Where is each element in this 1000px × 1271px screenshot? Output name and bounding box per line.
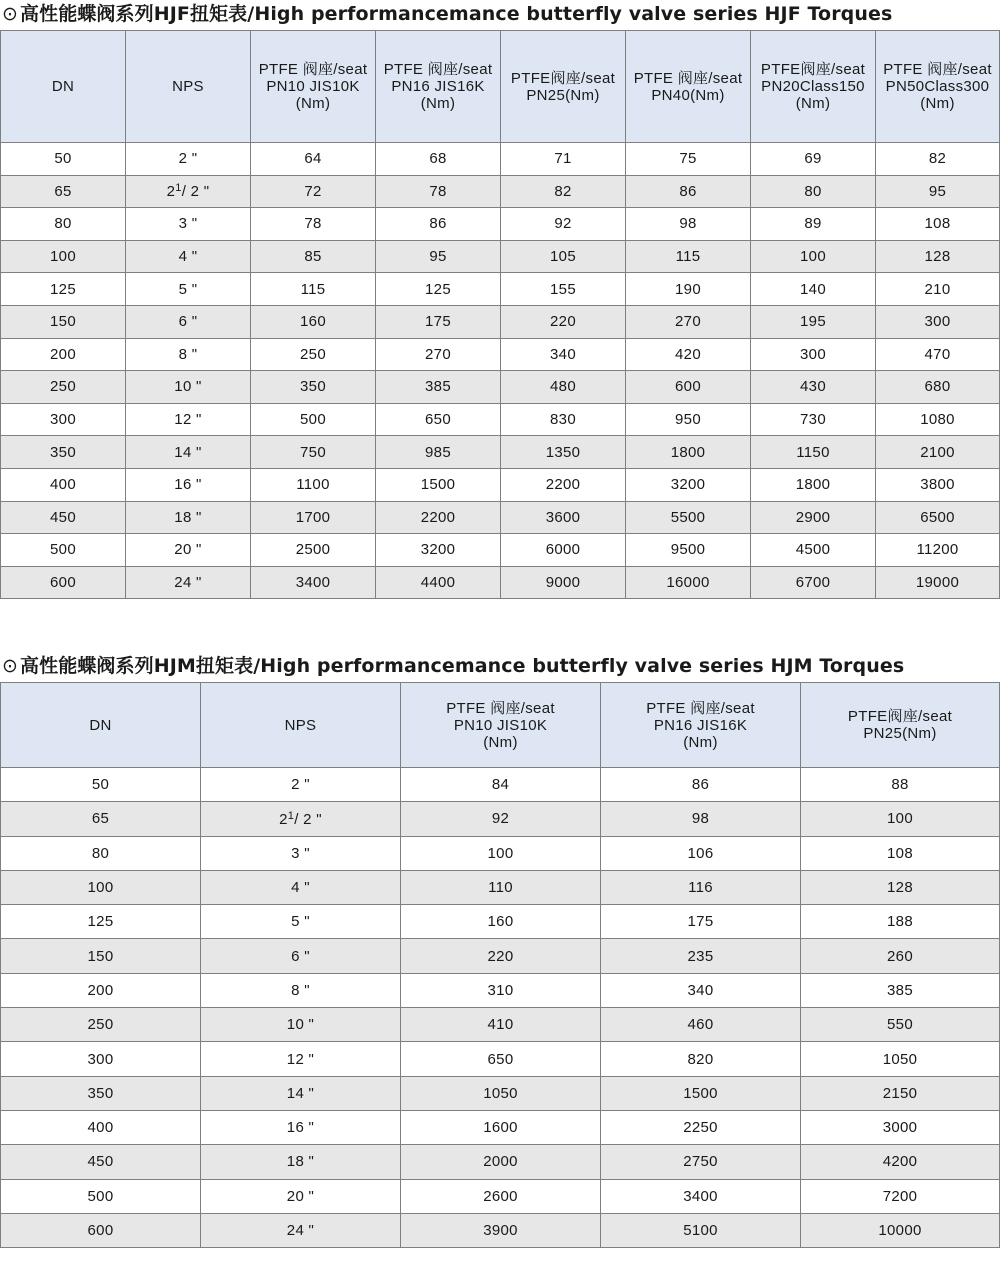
torque-value-cell: 78 (251, 208, 376, 241)
torque-value-cell: 985 (376, 436, 501, 469)
table-row (1, 802, 1000, 836)
torque-value-cell: 3000 (801, 1110, 1000, 1144)
header-line: DN (89, 716, 112, 734)
torque-value-cell: 1800 (626, 436, 751, 469)
torque-value-cell: 500 (251, 403, 376, 436)
torque-value-cell: 2250 (601, 1110, 801, 1144)
torque-value-cell: 175 (601, 905, 801, 939)
column-header (1, 683, 201, 768)
hjm-section (0, 652, 1000, 1248)
header-line: PN50Class300 (885, 78, 990, 95)
torque-value-cell: 3400 (601, 1179, 801, 1213)
torque-value-cell: 160 (401, 905, 601, 939)
dn-cell: 150 (1, 939, 201, 973)
nps-numerator: 1 (175, 182, 182, 195)
torque-value-cell: 235 (601, 939, 801, 973)
table-row (1, 870, 1000, 904)
dn-cell: 300 (1, 403, 126, 436)
dn-cell: 600 (1, 566, 126, 599)
table-row (1, 905, 1000, 939)
nps-cell: 16 " (126, 468, 251, 501)
torque-value-cell: 84 (401, 768, 601, 802)
nps-cell: 12 " (126, 403, 251, 436)
header-line: DN (51, 78, 75, 95)
nps-cell: 5 " (201, 905, 401, 939)
torque-value-cell: 950 (626, 403, 751, 436)
dn-cell: 100 (1, 240, 126, 273)
torque-value-cell: 86 (601, 768, 801, 802)
torque-value-cell: 1350 (501, 436, 626, 469)
torque-value-cell: 250 (251, 338, 376, 371)
dn-cell: 350 (1, 1076, 201, 1110)
torque-value-cell: 420 (626, 338, 751, 371)
dn-cell: 250 (1, 1008, 201, 1042)
torque-value-cell: 430 (751, 371, 876, 404)
torque-value-cell: 9500 (626, 534, 751, 567)
torque-value-cell: 4500 (751, 534, 876, 567)
torque-value-cell: 92 (501, 208, 626, 241)
table-row (1, 175, 1000, 208)
table-row (1, 1145, 1000, 1179)
hjm-title (0, 652, 1000, 682)
torque-value-cell: 385 (376, 371, 501, 404)
header-line: PN20Class150 (761, 78, 865, 95)
nps-cell: 2 " (201, 768, 401, 802)
torque-value-cell: 470 (876, 338, 1000, 371)
hjf-title-text: 高性能蝶阀系列HJF扭矩表/High performancemance butterfly valve series HJF Torques (20, 3, 893, 25)
torque-value-cell: 108 (801, 836, 1000, 870)
torque-value-cell: 300 (751, 338, 876, 371)
column-header (601, 683, 801, 768)
dn-cell: 500 (1, 1179, 201, 1213)
torque-value-cell: 1800 (751, 468, 876, 501)
torque-value-cell: 4200 (801, 1145, 1000, 1179)
column-header (751, 31, 876, 143)
torque-value-cell: 128 (876, 240, 1000, 273)
dn-cell: 600 (1, 1213, 201, 1247)
dn-cell: 450 (1, 501, 126, 534)
hjf-table-body (1, 143, 1000, 599)
nps-cell: 4 " (201, 870, 401, 904)
torque-value-cell: 270 (376, 338, 501, 371)
torque-value-cell: 2900 (751, 501, 876, 534)
torque-value-cell: 19000 (876, 566, 1000, 599)
dn-cell: 80 (1, 208, 126, 241)
torque-value-cell: 89 (751, 208, 876, 241)
table-row (1, 305, 1000, 338)
dn-cell: 80 (1, 836, 201, 870)
torque-value-cell: 1500 (376, 468, 501, 501)
header-line: PTFE 阀座/seat (646, 699, 755, 717)
torque-value-cell: 460 (601, 1008, 801, 1042)
torque-value-cell: 98 (601, 802, 801, 836)
torque-value-cell: 1050 (801, 1042, 1000, 1076)
torque-value-cell: 108 (876, 208, 1000, 241)
torque-value-cell: 3600 (501, 501, 626, 534)
table-row (1, 208, 1000, 241)
hjm-table-body (1, 768, 1000, 1248)
table-row (1, 1042, 1000, 1076)
dn-cell: 65 (1, 175, 126, 208)
dn-cell: 150 (1, 305, 126, 338)
torque-value-cell: 410 (401, 1008, 601, 1042)
circle-dot-icon: ⊙ (2, 655, 19, 677)
nps-cell: 12 " (201, 1042, 401, 1076)
torque-value-cell: 105 (501, 240, 626, 273)
dn-cell: 200 (1, 973, 201, 1007)
table-row (1, 1008, 1000, 1042)
table-row (1, 566, 1000, 599)
torque-value-cell: 2000 (401, 1145, 601, 1179)
torque-value-cell: 188 (801, 905, 1000, 939)
nps-cell: 8 " (126, 338, 251, 371)
column-header (501, 31, 626, 143)
torque-value-cell: 100 (751, 240, 876, 273)
header-line: NPS (172, 78, 204, 95)
hjm-header-row (1, 683, 1000, 768)
torque-value-cell: 116 (601, 870, 801, 904)
header-line: (Nm) (295, 95, 331, 112)
nps-whole: 2 (279, 810, 288, 828)
torque-value-cell: 11200 (876, 534, 1000, 567)
torque-value-cell: 80 (751, 175, 876, 208)
torque-value-cell: 78 (376, 175, 501, 208)
nps-cell: 14 " (126, 436, 251, 469)
torque-value-cell: 1080 (876, 403, 1000, 436)
torque-value-cell: 310 (401, 973, 601, 1007)
column-header (401, 683, 601, 768)
torque-value-cell: 69 (751, 143, 876, 176)
torque-value-cell: 3200 (376, 534, 501, 567)
nps-cell: 3 " (126, 208, 251, 241)
torque-value-cell: 220 (401, 939, 601, 973)
torque-value-cell: 6500 (876, 501, 1000, 534)
header-line: PN25(Nm) (863, 725, 937, 742)
nps-cell: 6 " (126, 305, 251, 338)
torque-value-cell: 300 (876, 305, 1000, 338)
header-line: PTFE 阀座/seat (883, 61, 992, 78)
torque-value-cell: 7200 (801, 1179, 1000, 1213)
torque-value-cell: 260 (801, 939, 1000, 973)
torque-value-cell: 650 (376, 403, 501, 436)
header-line: PTFE阀座/seat (760, 61, 866, 78)
dn-cell: 450 (1, 1145, 201, 1179)
header-line: (Nm) (795, 95, 831, 112)
torque-value-cell: 210 (876, 273, 1000, 306)
column-header (626, 31, 751, 143)
torque-value-cell: 86 (376, 208, 501, 241)
table-row (1, 403, 1000, 436)
table-row (1, 1213, 1000, 1247)
header-line: PN10 JIS10K (453, 716, 548, 734)
header-line: PTFE 阀座/seat (258, 61, 368, 78)
torque-value-cell: 2200 (376, 501, 501, 534)
nps-cell: 24 " (201, 1213, 401, 1247)
torque-value-cell: 650 (401, 1042, 601, 1076)
header-line: PN16 JIS16K (391, 78, 485, 95)
hjm-torque-table (0, 682, 1000, 1248)
table-row (1, 240, 1000, 273)
torque-value-cell: 5100 (601, 1213, 801, 1247)
dn-cell: 125 (1, 905, 201, 939)
torque-value-cell: 350 (251, 371, 376, 404)
torque-value-cell: 480 (501, 371, 626, 404)
hjm-title-text: 高性能蝶阀系列HJM扭矩表/High performancemance butterfly valve series HJM Torques (20, 655, 905, 677)
nps-cell (201, 802, 401, 836)
dn-cell: 65 (1, 802, 201, 836)
torque-value-cell: 270 (626, 305, 751, 338)
dn-cell: 100 (1, 870, 201, 904)
torque-value-cell: 385 (801, 973, 1000, 1007)
torque-value-cell: 820 (601, 1042, 801, 1076)
dn-cell: 125 (1, 273, 126, 306)
nps-rest: / 2 " (181, 183, 210, 201)
table-row (1, 836, 1000, 870)
nps-cell: 18 " (126, 501, 251, 534)
torque-value-cell: 3800 (876, 468, 1000, 501)
torque-value-cell: 110 (401, 870, 601, 904)
torque-value-cell: 64 (251, 143, 376, 176)
torque-value-cell: 220 (501, 305, 626, 338)
header-line: (Nm) (420, 95, 456, 112)
column-header (801, 683, 1000, 768)
nps-cell: 10 " (201, 1008, 401, 1042)
nps-whole: 2 (166, 183, 176, 201)
torque-value-cell: 600 (626, 371, 751, 404)
torque-value-cell: 3200 (626, 468, 751, 501)
hjf-title (0, 0, 1000, 30)
torque-value-cell: 10000 (801, 1213, 1000, 1247)
hjf-torque-table (0, 30, 1000, 599)
torque-value-cell: 2200 (501, 468, 626, 501)
nps-cell: 8 " (201, 973, 401, 1007)
torque-value-cell: 2750 (601, 1145, 801, 1179)
column-header (251, 31, 376, 143)
torque-value-cell: 125 (376, 273, 501, 306)
dn-cell: 50 (1, 143, 126, 176)
torque-value-cell: 155 (501, 273, 626, 306)
torque-value-cell: 1700 (251, 501, 376, 534)
torque-value-cell: 88 (801, 768, 1000, 802)
header-line: PN16 JIS16K (653, 716, 748, 734)
header-line: PTFE阀座/seat (510, 69, 616, 87)
torque-value-cell: 100 (801, 802, 1000, 836)
nps-cell: 10 " (126, 371, 251, 404)
dn-cell: 200 (1, 338, 126, 371)
column-header (376, 31, 501, 143)
torque-value-cell: 1050 (401, 1076, 601, 1110)
dn-cell: 500 (1, 534, 126, 567)
torque-value-cell: 100 (401, 836, 601, 870)
table-row (1, 501, 1000, 534)
dn-cell: 50 (1, 768, 201, 802)
nps-cell: 20 " (126, 534, 251, 567)
column-header (201, 683, 401, 768)
torque-value-cell: 82 (501, 175, 626, 208)
torque-value-cell: 2500 (251, 534, 376, 567)
header-line: (Nm) (483, 733, 518, 751)
torque-value-cell: 1150 (751, 436, 876, 469)
torque-value-cell: 75 (626, 143, 751, 176)
torque-value-cell: 750 (251, 436, 376, 469)
torque-value-cell: 730 (751, 403, 876, 436)
torque-value-cell: 140 (751, 273, 876, 306)
table-row (1, 534, 1000, 567)
torque-value-cell: 2150 (801, 1076, 1000, 1110)
torque-value-cell: 4400 (376, 566, 501, 599)
torque-value-cell: 71 (501, 143, 626, 176)
nps-cell: 18 " (201, 1145, 401, 1179)
dn-cell: 300 (1, 1042, 201, 1076)
header-line: PN40(Nm) (651, 86, 725, 104)
torque-value-cell: 92 (401, 802, 601, 836)
torque-value-cell: 160 (251, 305, 376, 338)
torque-value-cell: 6700 (751, 566, 876, 599)
table-row (1, 436, 1000, 469)
table-row (1, 1110, 1000, 1144)
header-line: (Nm) (920, 95, 955, 112)
nps-cell: 6 " (201, 939, 401, 973)
torque-value-cell: 106 (601, 836, 801, 870)
torque-value-cell: 95 (876, 175, 1000, 208)
header-line: PTFE 阀座/seat (446, 699, 555, 717)
dn-cell: 350 (1, 436, 126, 469)
torque-value-cell: 9000 (501, 566, 626, 599)
table-row (1, 338, 1000, 371)
table-row (1, 468, 1000, 501)
table-row (1, 768, 1000, 802)
torque-value-cell: 115 (626, 240, 751, 273)
nps-cell: 20 " (201, 1179, 401, 1213)
torque-value-cell: 68 (376, 143, 501, 176)
column-header (126, 31, 251, 143)
nps-cell: 4 " (126, 240, 251, 273)
nps-numerator: 1 (287, 809, 295, 822)
torque-value-cell: 115 (251, 273, 376, 306)
header-line: (Nm) (683, 733, 718, 751)
torque-value-cell: 550 (801, 1008, 1000, 1042)
header-line: PN10 JIS10K (266, 78, 360, 95)
torque-value-cell: 3400 (251, 566, 376, 599)
dn-cell: 250 (1, 371, 126, 404)
torque-value-cell: 190 (626, 273, 751, 306)
dn-cell: 400 (1, 1110, 201, 1144)
table-row (1, 143, 1000, 176)
nps-cell: 14 " (201, 1076, 401, 1110)
nps-cell: 2 " (126, 143, 251, 176)
column-header (1, 31, 126, 143)
nps-cell: 5 " (126, 273, 251, 306)
header-line: PN25(Nm) (526, 86, 600, 104)
torque-value-cell: 86 (626, 175, 751, 208)
table-row (1, 939, 1000, 973)
torque-value-cell: 98 (626, 208, 751, 241)
torque-value-cell: 340 (501, 338, 626, 371)
torque-value-cell: 128 (801, 870, 1000, 904)
circle-dot-icon: ⊙ (2, 3, 19, 25)
torque-value-cell: 1600 (401, 1110, 601, 1144)
torque-value-cell: 85 (251, 240, 376, 273)
hjf-header-row (1, 31, 1000, 143)
torque-value-cell: 5500 (626, 501, 751, 534)
torque-value-cell: 175 (376, 305, 501, 338)
nps-rest: / 2 " (294, 810, 322, 828)
nps-cell: 24 " (126, 566, 251, 599)
torque-value-cell: 680 (876, 371, 1000, 404)
dn-cell: 400 (1, 468, 126, 501)
torque-value-cell: 1500 (601, 1076, 801, 1110)
nps-cell: 3 " (201, 836, 401, 870)
torque-value-cell: 2600 (401, 1179, 601, 1213)
torque-value-cell: 82 (876, 143, 1000, 176)
table-row (1, 371, 1000, 404)
hjf-section (0, 0, 1000, 599)
nps-cell: 16 " (201, 1110, 401, 1144)
torque-value-cell: 6000 (501, 534, 626, 567)
torque-value-cell: 72 (251, 175, 376, 208)
header-line: PTFE 阀座/seat (633, 69, 743, 87)
torque-value-cell: 2100 (876, 436, 1000, 469)
torque-value-cell: 195 (751, 305, 876, 338)
nps-cell (126, 175, 251, 208)
table-row (1, 973, 1000, 1007)
header-line: PTFE 阀座/seat (383, 61, 493, 78)
torque-value-cell: 3900 (401, 1213, 601, 1247)
torque-value-cell: 1100 (251, 468, 376, 501)
table-row (1, 273, 1000, 306)
torque-value-cell: 340 (601, 973, 801, 1007)
column-header (876, 31, 1000, 143)
torque-value-cell: 95 (376, 240, 501, 273)
torque-value-cell: 830 (501, 403, 626, 436)
table-row (1, 1076, 1000, 1110)
torque-value-cell: 16000 (626, 566, 751, 599)
header-line: PTFE阀座/seat (847, 708, 953, 725)
header-line: NPS (284, 716, 317, 734)
table-row (1, 1179, 1000, 1213)
